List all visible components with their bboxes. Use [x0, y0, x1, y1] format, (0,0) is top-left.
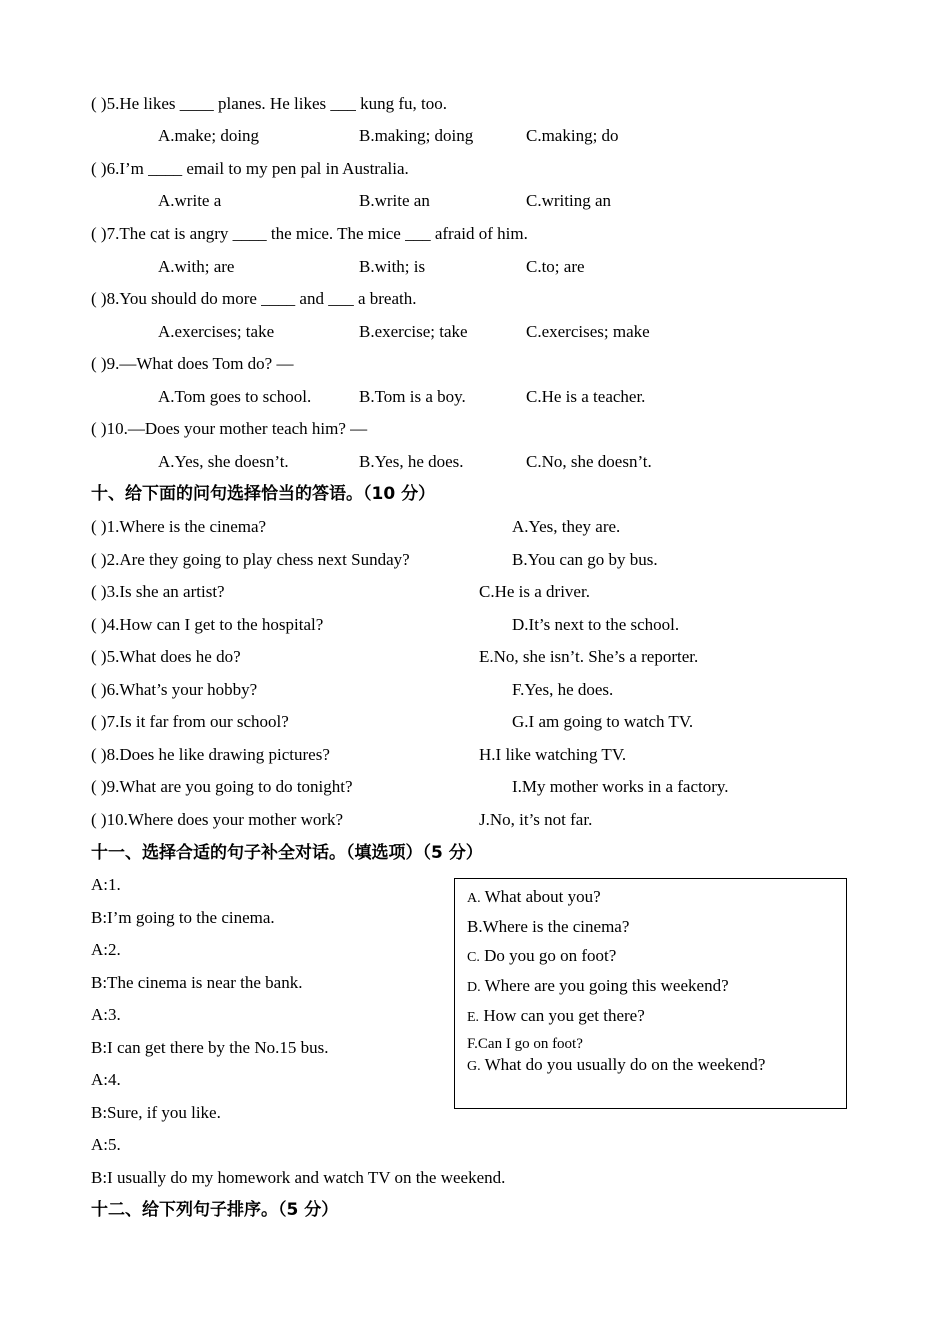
section12-title: 十二、给下列句子排序。（5 分）: [91, 1200, 339, 1220]
match-question: ( )7.Is it far from our school?: [91, 712, 289, 731]
option-a: A.write a: [158, 191, 222, 210]
option-b: B.with; is: [359, 257, 426, 276]
match-answer: H.I like watching TV.: [479, 745, 627, 764]
match-answer: A.Yes, they are.: [512, 517, 621, 536]
match-answer: B.You can go by bus.: [512, 550, 658, 569]
box-option-f: F.Can I go on foot?: [467, 1036, 583, 1052]
dialogue-line: A:2.: [91, 940, 121, 959]
dialogue-line: B:I can get there by the No.15 bus.: [91, 1038, 329, 1057]
box-option-c: C. Do you go on foot?: [467, 946, 617, 965]
match-question: ( )6.What’s your hobby?: [91, 680, 258, 699]
question-10: ( )10.—Does your mother teach him? —: [91, 419, 368, 438]
question-5: ( )5.He likes ____ planes. He likes ___ kung fu, too.: [91, 94, 447, 113]
dialogue-line: B:I usually do my homework and watch TV on the weekend.: [91, 1168, 506, 1187]
match-answer: F.Yes, he does.: [512, 680, 614, 699]
option-a: A.with; are: [158, 257, 235, 276]
match-question: ( )2.Are they going to play chess next Sunday?: [91, 550, 410, 569]
question-9: ( )9.—What does Tom do? —: [91, 354, 294, 373]
section10-title: 十、给下面的问句选择恰当的答语。（10 分）: [91, 484, 436, 504]
match-answer: E.No, she isn’t. She’s a reporter.: [479, 647, 699, 666]
option-c: C.No, she doesn’t.: [526, 452, 652, 471]
box-option-e: E. How can you get there?: [467, 1006, 645, 1025]
option-b: B.write an: [359, 191, 430, 210]
option-c: C.He is a teacher.: [526, 387, 646, 406]
option-c: C.to; are: [526, 257, 585, 276]
option-a: A.Yes, she doesn’t.: [158, 452, 289, 471]
question-8: ( )8.You should do more ____ and ___ a breath.: [91, 289, 417, 308]
question-7: ( )7.The cat is angry ____ the mice. The mice ___ afraid of him.: [91, 224, 528, 243]
box-option-g: G. What do you usually do on the weekend?: [467, 1055, 766, 1074]
dialogue-line: B:Sure, if you like.: [91, 1103, 221, 1122]
dialogue-line: A:4.: [91, 1070, 121, 1089]
question-6: ( )6.I’m ____ email to my pen pal in Australia.: [91, 159, 409, 178]
option-b: B.making; doing: [359, 126, 474, 145]
match-answer: D.It’s next to the school.: [512, 615, 680, 634]
option-c: C.making; do: [526, 126, 619, 145]
match-answer: G.I am going to watch TV.: [512, 712, 694, 731]
option-b: B.exercise; take: [359, 322, 468, 341]
box-option-b: B.Where is the cinema?: [467, 917, 630, 936]
option-b: B.Yes, he does.: [359, 452, 464, 471]
match-question: ( )5.What does he do?: [91, 647, 241, 666]
options-box: [454, 878, 847, 1109]
match-answer: C.He is a driver.: [479, 582, 590, 601]
match-answer: J.No, it’s not far.: [479, 810, 593, 829]
match-answer: I.My mother works in a factory.: [512, 777, 729, 796]
match-question: ( )1.Where is the cinema?: [91, 517, 267, 536]
option-a: A.make; doing: [158, 126, 260, 145]
match-question: ( )8.Does he like drawing pictures?: [91, 745, 330, 764]
option-b: B.Tom is a boy.: [359, 387, 466, 406]
option-a: A.exercises; take: [158, 322, 275, 341]
match-question: ( )3.Is she an artist?: [91, 582, 225, 601]
box-option-a: A. What about you?: [467, 887, 601, 906]
box-option-d: D. Where are you going this weekend?: [467, 976, 729, 995]
option-c: C.writing an: [526, 191, 611, 210]
option-a: A.Tom goes to school.: [158, 387, 312, 406]
dialogue-line: B:The cinema is near the bank.: [91, 973, 303, 992]
match-question: ( )4.How can I get to the hospital?: [91, 615, 324, 634]
dialogue-line: A:1.: [91, 875, 121, 894]
section11-title: 十一、选择合适的句子补全对话。（填选项）（5 分）: [91, 843, 483, 863]
match-question: ( )9.What are you going to do tonight?: [91, 777, 353, 796]
dialogue-line: B:I’m going to the cinema.: [91, 908, 275, 927]
match-question: ( )10.Where does your mother work?: [91, 810, 344, 829]
dialogue-line: A:3.: [91, 1005, 121, 1024]
option-c: C.exercises; make: [526, 322, 650, 341]
dialogue-line: A:5.: [91, 1135, 121, 1154]
